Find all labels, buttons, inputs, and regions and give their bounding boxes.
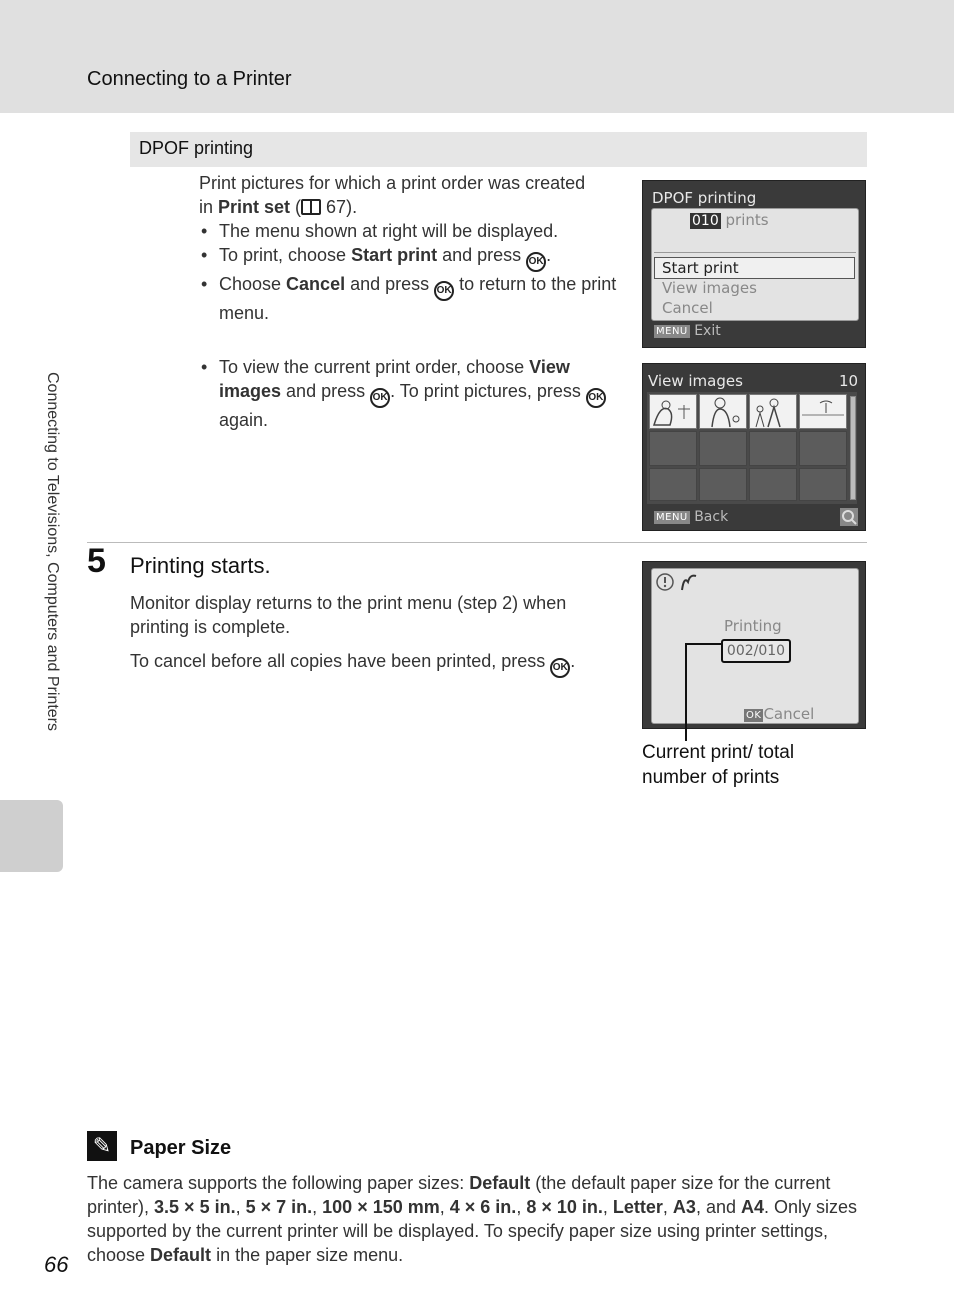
photo-thumbnail-icon (650, 395, 696, 428)
section-title: DPOF printing (139, 138, 254, 158)
empty-thumbnail (749, 431, 797, 466)
photo-thumbnail-icon (750, 395, 796, 428)
ok-button-icon: OK (550, 658, 570, 678)
thumbnail-image[interactable] (749, 394, 797, 429)
print-count-value: 010 (692, 213, 719, 229)
thumbnail-image[interactable] (699, 394, 747, 429)
step-title: Printing starts. (130, 553, 271, 578)
empty-thumbnail (799, 431, 847, 466)
view-images-screen (642, 363, 866, 531)
cancel-hint: OK Cancel (746, 705, 815, 723)
note-body: The camera supports the following paper sizes: Default (the default paper size for the current printer), 3.5 × 5 in., 5 × 7 in., 100 × 150 mm, 4 × 6 in., 8 × 10 in., Letter, A3, and A4. Only sizes supported by the current printer will be displayed. To specify paper size using printer settings, choose Default in the paper size menu. (87, 1173, 858, 1265)
screen-title: DPOF printing (652, 189, 757, 207)
note-title: Paper Size (130, 1137, 232, 1159)
side-tab-label: Connecting to Televisions, Computers and Printers (44, 372, 61, 731)
note-pencil-icon: ✎ (87, 1131, 117, 1161)
page-number: 66 (44, 1252, 69, 1277)
intro-paragraph: Print pictures for which a print order was created in Print set ( 67). (199, 173, 586, 217)
empty-thumbnail (649, 431, 697, 466)
page-header (0, 0, 954, 113)
scrollbar[interactable] (850, 396, 856, 500)
callout-leader-line (685, 643, 687, 741)
book-reference-icon (301, 199, 321, 215)
print-set-term: Print set (218, 197, 291, 217)
screen-title: View images (648, 372, 743, 390)
ok-button-icon: OK (434, 281, 454, 301)
image-count: 10 (839, 372, 859, 390)
ok-button-icon: OK (526, 252, 546, 272)
thumbnail-image[interactable] (649, 394, 697, 429)
menu-button-icon: MENU (656, 326, 688, 337)
screen-footer: MENU Exit (656, 323, 721, 339)
ok-button-icon: OK (746, 710, 762, 721)
warning-icon (655, 572, 675, 596)
print-count (690, 211, 769, 229)
empty-thumbnail (649, 468, 697, 501)
callout-leader-line (685, 643, 723, 645)
ok-button-icon: OK (586, 388, 606, 408)
list-item: • The menu shown at right will be displayed. (199, 219, 619, 243)
photo-thumbnail-icon (700, 395, 746, 428)
ok-button-icon: OK (370, 388, 390, 408)
empty-thumbnail (749, 468, 797, 501)
instruction-list (199, 219, 619, 325)
step-paragraph-2: To cancel before all copies have been printed, press OK . (130, 649, 620, 678)
menu-option-view-images[interactable]: View images (662, 279, 757, 297)
section-bar (130, 132, 867, 167)
step-paragraph-1: Monitor display returns to the print menu (step 2) when printing is complete. (130, 593, 567, 637)
printing-screen (642, 561, 866, 729)
step-number: 5 (87, 542, 106, 580)
empty-thumbnail (799, 468, 847, 501)
printing-status: Printing (724, 617, 782, 635)
thumbnail-image[interactable] (799, 394, 847, 429)
list-item: • To print, choose Start print and press OK . (199, 243, 619, 272)
callout-label: Current print/ total number of prints (642, 742, 795, 788)
list-item: • Choose Cancel and press OK to return to the print menu. (199, 272, 619, 325)
printing-panel (651, 568, 859, 724)
divider (654, 252, 856, 253)
print-progress: 002/010 (721, 639, 791, 663)
menu-option-cancel[interactable]: Cancel (662, 299, 713, 317)
screen-footer: MENU Back (656, 509, 729, 525)
photo-thumbnail-icon (800, 395, 846, 428)
menu-panel (651, 208, 859, 321)
side-tab-marker (0, 800, 63, 872)
step-divider (87, 542, 867, 543)
print-count-label: prints (725, 211, 769, 229)
menu-option-start-print[interactable]: Start print (662, 259, 739, 277)
header-title: Connecting to a Printer (87, 68, 292, 90)
pictbridge-icon (678, 572, 700, 596)
empty-thumbnail (699, 468, 747, 501)
empty-thumbnail (699, 431, 747, 466)
view-images-list (199, 355, 619, 432)
list-item: • To view the current print order, choose View images and press OK . To print pictures, press OK again. (199, 355, 619, 432)
dpof-printing-screen (642, 180, 866, 348)
thumbnail-grid (647, 392, 857, 504)
menu-button-icon: MENU (656, 512, 688, 523)
zoom-icon (840, 508, 858, 526)
